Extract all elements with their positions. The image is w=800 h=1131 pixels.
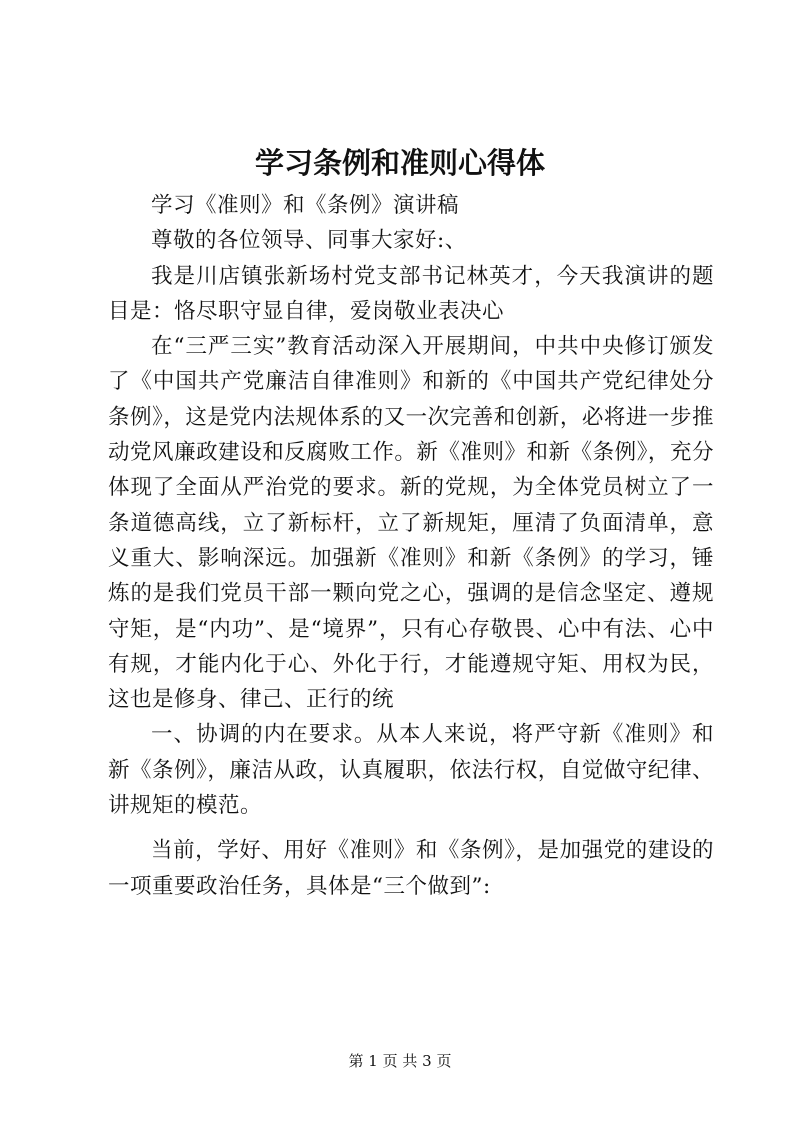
paragraph-background: 在“三严三实”教育活动深入开展期间，中共中央修订颁发了《中国共产党廉洁自律准则》和新的《中国共产党纪律处分条例》，这是党内法规体系的又一次完善和创新，必将进一步推动党风廉政建设和反腐败工作。新《准则》和新《条例》，充分体现了全面从严治党的要求。新的党规，为全体党员树立了一条道德高线，立了新标杆，立了新规矩，厘清了负面清单，意义重大、影响深远。加强新《准则》和新《条例》的学习，锤炼的是我们党员干部一颗向党之心，强调的是信念坚定、遵规守矩，是“内功”、是“境界”，只有心存敬畏、心中有法、心中有规，才能内化于心、外化于行，才能遵规守矩、用权为民，这也是修身、律己、正行的统 — [108, 334, 714, 713]
paragraph-subtitle: 学习《准则》和《条例》演讲稿 — [151, 193, 460, 218]
paragraph-introduction: 我是川店镇张新场村党支部书记林英才，今天我演讲的题目是：恪尽职守显自律，爱岗敬业表决心 — [108, 263, 714, 324]
document-body — [108, 188, 714, 904]
document-title: 学习条例和准则心得体 — [254, 146, 545, 180]
paragraph-current-task: 当前，学好、用好《准则》和《条例》，是加强党的建设的一项重要政治任务，具体是“三个做到”: — [108, 838, 714, 899]
paragraph-point-one: 一、协调的内在要求。从本人来说，将严守新《准则》和新《条例》，廉洁从政，认真履职，依法行权，自觉做守纪律、讲规矩的模范。 — [108, 722, 714, 819]
paragraph-greeting: 尊敬的各位领导、同事大家好:、 — [151, 228, 467, 254]
page-number: 第 1 页 共 3 页 — [348, 1052, 452, 1070]
